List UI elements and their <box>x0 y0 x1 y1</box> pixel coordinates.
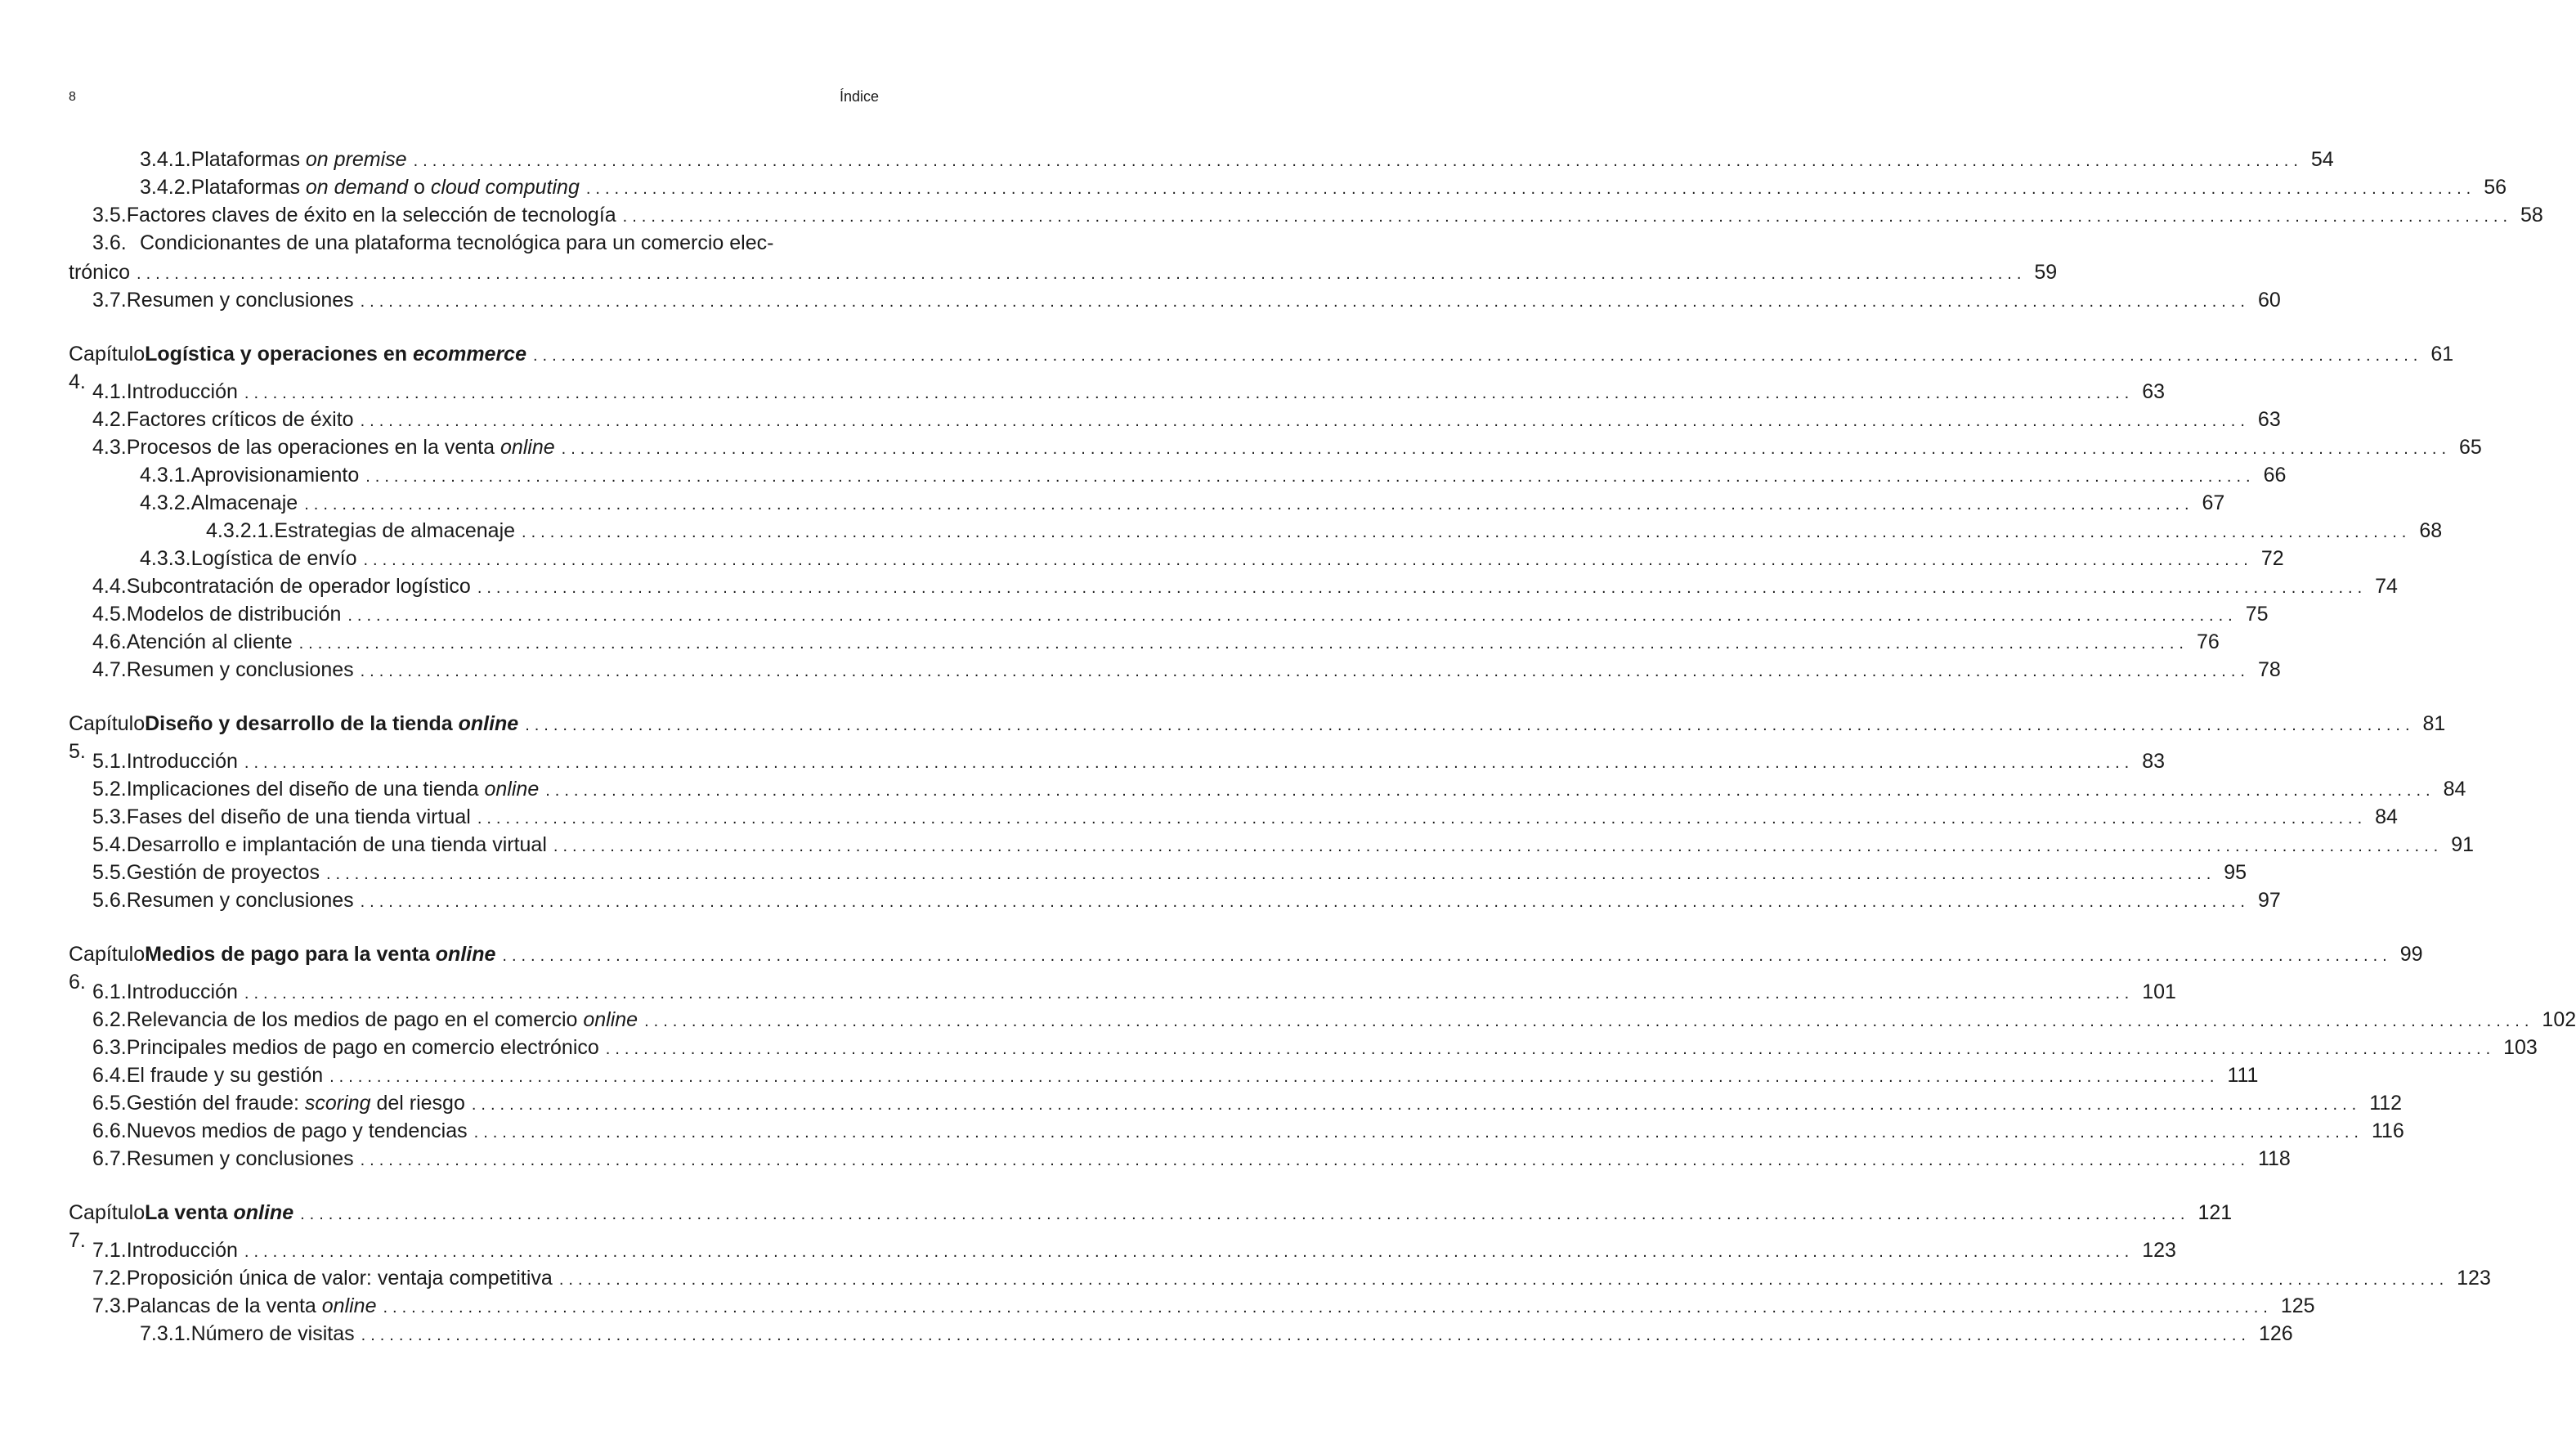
dot-leader: ........................................................................................................................................................................................................ <box>561 440 2451 458</box>
page-ref: 116 <box>2371 1119 2404 1142</box>
section-title <box>127 831 547 859</box>
page-ref: 63 <box>2142 380 2166 403</box>
page-ref: 74 <box>2375 575 2398 598</box>
section-number: 5.3. <box>92 805 127 828</box>
title-part: Resumen y conclusiones <box>126 889 354 912</box>
title-part: El fraude y su gestión <box>126 1064 324 1087</box>
section-title <box>127 775 540 803</box>
dot-leader: ........................................................................................................................................................................................................ <box>347 607 2238 625</box>
page-ref: 63 <box>2257 408 2281 431</box>
toc-entry[interactable] <box>69 517 2443 545</box>
section-number: 4.3.1. <box>140 464 191 487</box>
page-ref: 56 <box>2484 176 2507 199</box>
toc-entry[interactable] <box>69 886 2281 914</box>
title-part: Principales medios de pago en comercio electrónico <box>126 1036 599 1059</box>
dot-leader: ........................................................................................................................................................................................................ <box>477 579 2368 597</box>
title-part: scoring <box>304 1092 371 1115</box>
page-ref: 99 <box>2399 943 2423 966</box>
page-ref: 103 <box>2503 1036 2538 1059</box>
dot-leader: ........................................................................................................................................................................................................ <box>360 893 2250 911</box>
page-ref: 123 <box>2457 1267 2491 1290</box>
section-title <box>140 229 773 257</box>
toc-entry[interactable] <box>69 406 2281 433</box>
section-number: 3.4.2. <box>140 176 191 199</box>
dot-leader: ........................................................................................................................................................................................................ <box>325 865 2216 883</box>
dot-leader: ........................................................................................................................................................................................................ <box>244 985 2135 1003</box>
page-ref: 97 <box>2257 889 2281 912</box>
title-part: online <box>321 1294 377 1317</box>
section-number: 6.5. <box>92 1092 127 1115</box>
toc-entry[interactable] <box>69 831 2475 859</box>
toc-entry[interactable] <box>69 803 2398 831</box>
table-of-contents <box>69 146 2576 1348</box>
dot-leader: ........................................................................................................................................................................................................ <box>605 1040 2496 1058</box>
section-title <box>127 1034 599 1061</box>
toc-entry[interactable] <box>69 1061 2259 1089</box>
title-part: Diseño y desarrollo de la tienda <box>145 712 459 735</box>
section-title <box>127 886 354 914</box>
toc-entry[interactable] <box>69 286 2281 314</box>
title-part: Resumen y conclusiones <box>126 1147 354 1170</box>
title-part: Introducción <box>126 380 238 403</box>
dot-leader: ........................................................................................................................................................................................................ <box>413 152 2303 170</box>
title-part: Introducción <box>126 980 238 1003</box>
toc-entry[interactable] <box>69 1034 2538 1061</box>
toc-entry[interactable] <box>69 747 2166 775</box>
dot-leader: ........................................................................................................................................................................................................ <box>365 468 2256 486</box>
page-ref: 75 <box>2245 603 2269 626</box>
section-title <box>127 406 354 433</box>
title-part: del riesgo <box>370 1092 465 1115</box>
dot-leader: ........................................................................................................................................................................................................ <box>360 662 2250 680</box>
section-title <box>191 1320 355 1348</box>
dot-leader: ........................................................................................................................................................................................................ <box>622 208 2512 226</box>
title-part: online <box>500 436 555 459</box>
section-number: 5.1. <box>92 750 127 773</box>
dot-leader: ........................................................................................................................................................................................................ <box>361 1326 2251 1344</box>
toc-entry[interactable] <box>69 1089 2403 1117</box>
title-part: online <box>233 1201 294 1224</box>
title-part: Desarrollo e implantación de una tienda virtual <box>126 833 547 856</box>
page-ref: 102 <box>2542 1008 2576 1031</box>
title-part: Modelos de distribución <box>126 603 342 626</box>
toc-entry-continuation <box>69 258 2058 286</box>
toc-entry[interactable] <box>69 545 2284 572</box>
page-ref: 67 <box>2202 491 2225 514</box>
title-part: Condicionantes de una plataforma tecnológica para un comercio elec- <box>140 231 774 254</box>
section-number: 4.3.3. <box>140 547 191 570</box>
section-title <box>127 1236 238 1264</box>
title-part: Aprovisionamiento <box>190 464 360 487</box>
dot-leader: ........................................................................................................................................................................................................ <box>533 347 2423 365</box>
toc-entry[interactable] <box>69 572 2398 600</box>
section-number: 3.5. <box>92 204 127 227</box>
title-part: Relevancia de los medios de pago en el comercio <box>126 1008 584 1031</box>
toc-entry[interactable] <box>69 433 2482 461</box>
section-title <box>127 656 354 684</box>
title-part: on premise <box>305 148 407 171</box>
dot-leader: ........................................................................................................................................................................................................ <box>244 754 2135 772</box>
section-title <box>127 628 293 656</box>
dot-leader: ........................................................................................................................................................................................................ <box>471 1096 2362 1114</box>
toc-entry[interactable] <box>69 775 2466 803</box>
title-part: Número de visitas <box>190 1322 355 1345</box>
chapter-title <box>145 1199 293 1227</box>
section-number: 5.5. <box>92 861 127 884</box>
toc-entry[interactable] <box>69 146 2334 173</box>
title-part: Nuevos medios de pago y tendencias <box>126 1119 468 1142</box>
title-part: cloud computing <box>430 176 580 199</box>
title-part: online <box>583 1008 638 1031</box>
dot-leader: ........................................................................................................................................................................................................ <box>298 635 2188 653</box>
section-number: 4.5. <box>92 603 127 626</box>
title-part: Palancas de la venta <box>126 1294 322 1317</box>
toc-entry[interactable] <box>69 600 2269 628</box>
title-part: Fases del diseño de una tienda virtual <box>126 805 471 828</box>
section-title <box>127 1145 354 1173</box>
title-part: Subcontratación de operador logístico <box>126 575 471 598</box>
section-number: 7.3. <box>92 1294 127 1317</box>
section-title <box>191 545 357 572</box>
title-part: Factores críticos de éxito <box>126 408 354 431</box>
dot-leader: ........................................................................................................................................................................................................ <box>522 523 2412 541</box>
section-title <box>127 1264 553 1292</box>
dot-leader: ........................................................................................................................................................................................................ <box>525 716 2415 734</box>
page-ref: 84 <box>2443 778 2466 801</box>
section-number: 6.1. <box>92 980 127 1003</box>
toc-entry[interactable] <box>69 859 2247 886</box>
page-ref: 101 <box>2142 980 2176 1003</box>
title-part: Gestión de proyectos <box>126 861 320 884</box>
toc-entry[interactable] <box>69 201 2543 229</box>
dot-leader: ........................................................................................................................................................................................................ <box>502 947 2392 965</box>
chapter-title <box>145 940 495 968</box>
chapter-number: Capítulo 5. <box>69 712 146 763</box>
dot-leader: ........................................................................................................................................................................................................ <box>360 1151 2250 1169</box>
toc-entry[interactable] <box>69 173 2507 201</box>
section-number: 7.2. <box>92 1267 127 1290</box>
section-number: 6.2. <box>92 1008 127 1031</box>
page-ref: 60 <box>2257 289 2281 312</box>
dot-leader: ........................................................................................................................................................................................................ <box>300 1205 2190 1223</box>
title-part: Implicaciones del diseño de una tienda <box>126 778 485 801</box>
page-ref: 76 <box>2196 630 2220 653</box>
running-header: Índice <box>839 88 879 105</box>
dot-leader: ........................................................................................................................................................................................................ <box>558 1271 2449 1289</box>
dot-leader: ........................................................................................................................................................................................................ <box>644 1012 2534 1030</box>
page-ref: 91 <box>2451 833 2475 856</box>
title-part: Gestión del fraude: <box>126 1092 305 1115</box>
page-ref: 65 <box>2459 436 2482 459</box>
section-number: 7.3.1. <box>140 1322 191 1345</box>
page-ref: 111 <box>2227 1064 2259 1087</box>
page-ref: 66 <box>2263 464 2287 487</box>
section-title <box>191 461 360 489</box>
section-title <box>127 803 471 831</box>
dot-leader: ........................................................................................................................................................................................................ <box>244 384 2135 402</box>
toc-entry[interactable] <box>69 1236 2176 1264</box>
dot-leader: ........................................................................................................................................................................................................ <box>137 265 2027 283</box>
page-ref: 58 <box>2520 204 2543 227</box>
section-number: 5.2. <box>92 778 127 801</box>
title-part: online <box>458 712 519 735</box>
title-part: Resumen y conclusiones <box>126 658 354 681</box>
page-ref: 121 <box>2197 1201 2233 1224</box>
section-title <box>127 1061 323 1089</box>
page-number: 8 <box>69 90 76 104</box>
page-ref: 59 <box>2034 261 2058 284</box>
dot-leader: ........................................................................................................................................................................................................ <box>304 496 2194 514</box>
toc-entry[interactable] <box>69 1292 2315 1320</box>
section-number: 4.3.2. <box>140 491 191 514</box>
title-part: Logística y operaciones en <box>145 343 414 366</box>
dot-leader: ........................................................................................................................................................................................................ <box>363 551 2253 569</box>
section-number: 3.6. <box>92 231 127 254</box>
page-ref: 125 <box>2280 1294 2315 1317</box>
dot-leader: ........................................................................................................................................................................................................ <box>244 1243 2135 1261</box>
section-number: 4.6. <box>92 630 127 653</box>
toc-entry[interactable] <box>69 461 2287 489</box>
dot-leader: ........................................................................................................................................................................................................ <box>383 1299 2273 1317</box>
section-title <box>127 747 238 775</box>
section-title <box>127 600 342 628</box>
page-ref: 118 <box>2257 1147 2291 1170</box>
section-title <box>191 173 580 201</box>
section-number: 4.7. <box>92 658 127 681</box>
page-ref: 81 <box>2422 712 2446 735</box>
dot-leader: ........................................................................................................................................................................................................ <box>585 180 2476 198</box>
page-ref: 123 <box>2142 1239 2176 1262</box>
chapter-number: Capítulo 4. <box>69 343 146 393</box>
dot-leader: ........................................................................................................................................................................................................ <box>545 782 2435 800</box>
section-number: 4.1. <box>92 380 127 403</box>
page-ref: 84 <box>2375 805 2398 828</box>
dot-leader: ........................................................................................................................................................................................................ <box>477 810 2368 828</box>
chapter-number: Capítulo 6. <box>69 943 146 994</box>
section-number: 4.3. <box>92 436 127 459</box>
section-number: 6.7. <box>92 1147 127 1170</box>
title-part: Atención al cliente <box>126 630 293 653</box>
section-title <box>127 1006 638 1034</box>
section-title <box>274 517 515 545</box>
section-number: 4.4. <box>92 575 127 598</box>
toc-entry[interactable] <box>69 1264 2491 1292</box>
title-part: Resumen y conclusiones <box>126 289 354 312</box>
title-part: Introducción <box>126 750 238 773</box>
section-number: 4.2. <box>92 408 127 431</box>
section-number: 7.1. <box>92 1239 127 1262</box>
section-title <box>127 1292 377 1320</box>
title-part: Plataformas <box>190 148 306 171</box>
page-ref: 68 <box>2419 519 2443 542</box>
toc-entry[interactable] <box>69 1320 2293 1348</box>
dot-leader: ........................................................................................................................................................................................................ <box>553 837 2444 855</box>
title-part: ecommerce <box>413 343 526 366</box>
title-part: Estrategias de almacenaje <box>274 519 516 542</box>
page-ref: 72 <box>2260 547 2284 570</box>
section-title <box>127 286 354 314</box>
toc-entry[interactable] <box>69 628 2220 656</box>
title-part: Almacenaje <box>190 491 298 514</box>
section-number: 6.6. <box>92 1119 127 1142</box>
toc-entry[interactable] <box>69 378 2166 406</box>
title-part: on demand <box>305 176 409 199</box>
section-title <box>127 433 555 461</box>
page-ref: 54 <box>2310 148 2334 171</box>
page-ref: 61 <box>2430 343 2454 366</box>
page-ref: 83 <box>2142 750 2166 773</box>
title-part: Proposición única de valor: ventaja competitiva <box>126 1267 553 1290</box>
chapter-title <box>145 710 518 738</box>
toc-entry[interactable] <box>69 229 875 257</box>
section-number: 4.3.2.1. <box>206 519 275 542</box>
title-part: Medios de pago para la venta <box>145 943 436 966</box>
section-number: 5.6. <box>92 889 127 912</box>
toc-entry[interactable] <box>69 1145 2291 1173</box>
section-number: 3.4.1. <box>140 148 191 171</box>
title-part: online <box>435 943 496 966</box>
title-part: Introducción <box>126 1239 238 1262</box>
section-title <box>127 859 320 886</box>
section-title-continuation: trónico <box>69 261 131 284</box>
title-part: o <box>408 176 431 199</box>
section-title <box>127 978 238 1006</box>
section-number: 3.7. <box>92 289 127 312</box>
title-part: Logística de envío <box>190 547 357 570</box>
title-part: Factores claves de éxito en la selección de tecnología <box>126 204 616 227</box>
section-number: 5.4. <box>92 833 127 856</box>
page-ref: 95 <box>2224 861 2247 884</box>
toc-entry[interactable] <box>69 1006 2576 1034</box>
title-part: online <box>484 778 540 801</box>
section-title <box>127 1117 468 1145</box>
toc-entry[interactable] <box>69 978 2176 1006</box>
section-number: 6.3. <box>92 1036 127 1059</box>
section-title <box>127 378 238 406</box>
section-title <box>127 201 616 229</box>
title-part: Plataformas <box>190 176 306 199</box>
page-ref: 112 <box>2369 1092 2403 1115</box>
page-ref: 78 <box>2257 658 2281 681</box>
title-part: Procesos de las operaciones en la venta <box>126 436 500 459</box>
section-title <box>191 489 298 517</box>
toc-entry[interactable] <box>69 1117 2404 1145</box>
chapter-title <box>145 340 526 368</box>
chapter-number: Capítulo 7. <box>69 1201 146 1252</box>
dot-leader: ........................................................................................................................................................................................................ <box>329 1068 2220 1086</box>
toc-entry[interactable] <box>69 489 2225 517</box>
dot-leader: ........................................................................................................................................................................................................ <box>473 1124 2363 1142</box>
dot-leader: ........................................................................................................................................................................................................ <box>360 293 2250 311</box>
section-title <box>127 1089 465 1117</box>
page-ref: 126 <box>2258 1322 2293 1345</box>
title-part: La venta <box>145 1201 234 1224</box>
section-number: 6.4. <box>92 1064 127 1087</box>
toc-entry[interactable] <box>69 656 2281 684</box>
dot-leader: ........................................................................................................................................................................................................ <box>360 412 2250 430</box>
section-title <box>127 572 471 600</box>
section-title <box>191 146 407 173</box>
